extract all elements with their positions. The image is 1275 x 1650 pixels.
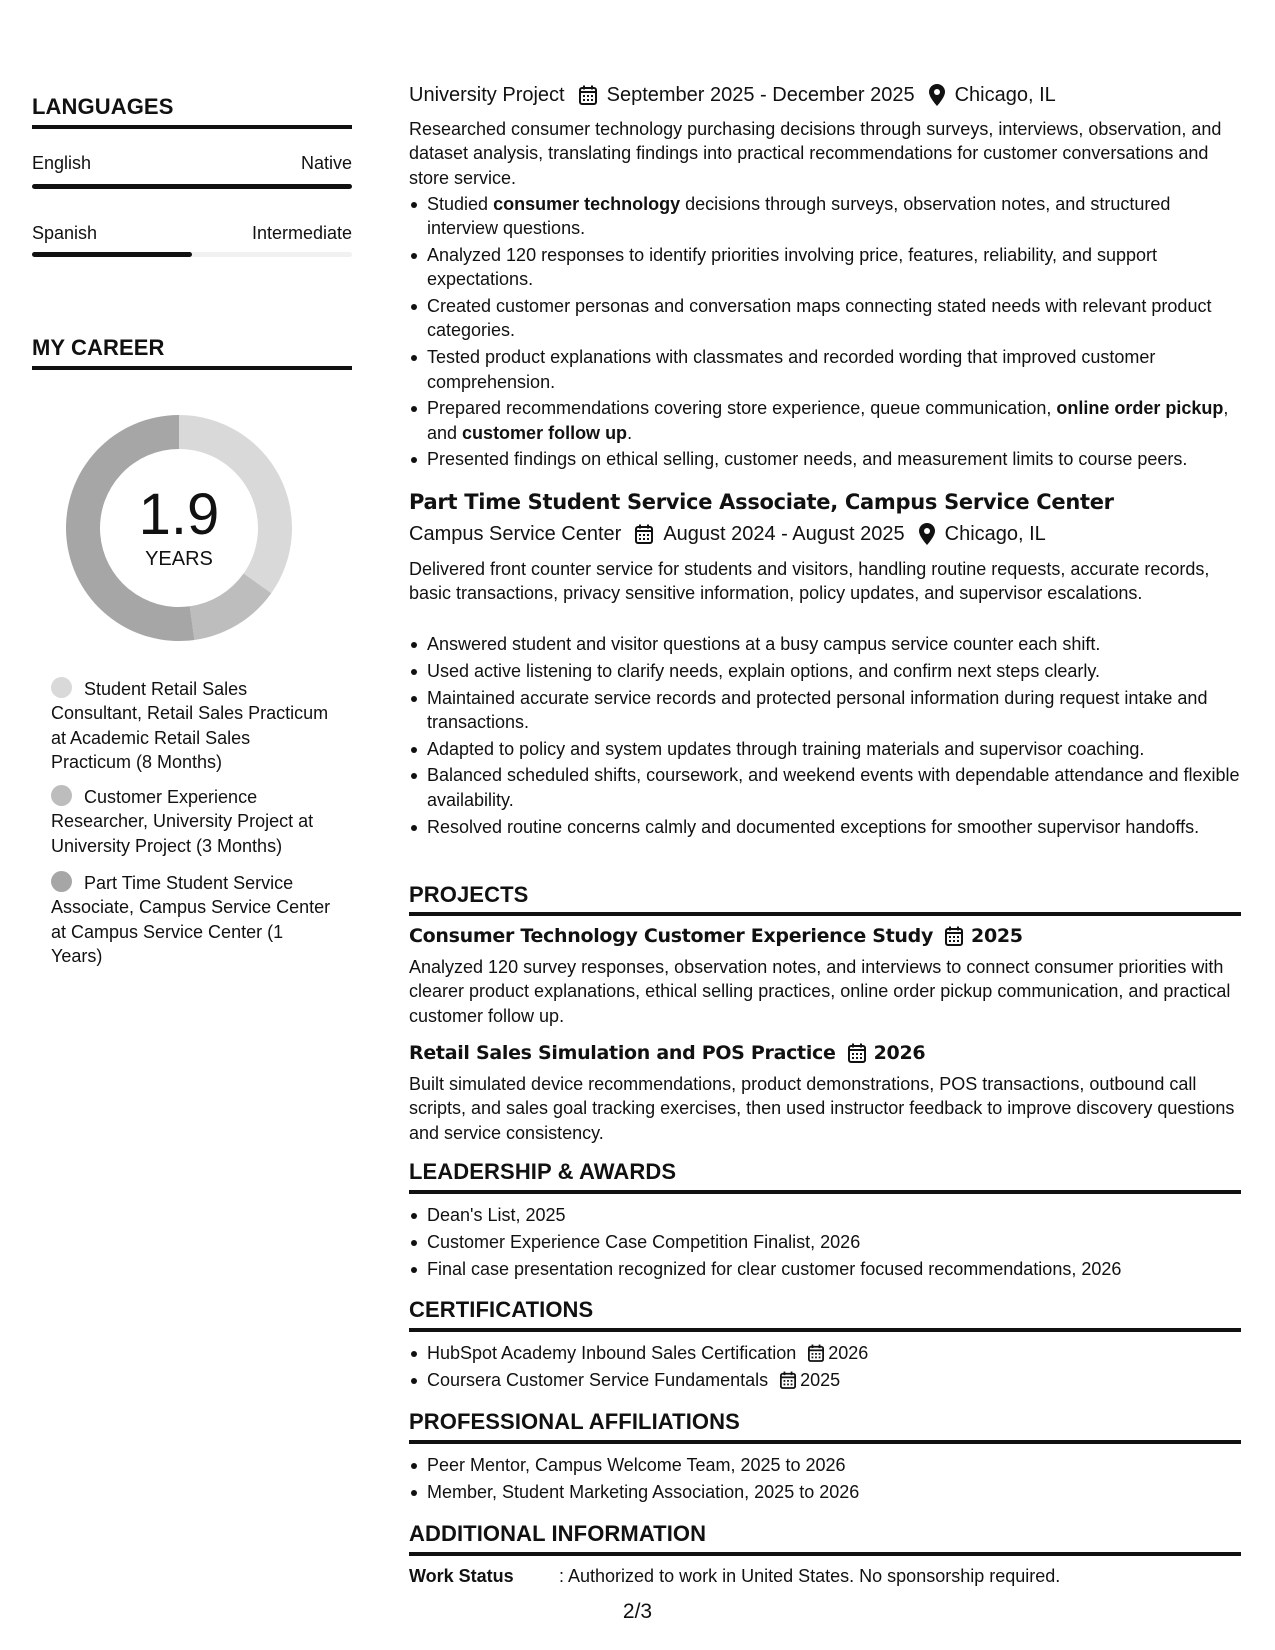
list-item: Used active listening to clarify needs, explain options, and confirm next steps clearly. xyxy=(409,659,1241,683)
calendar-icon xyxy=(635,524,653,544)
list-item: Dean's List, 2025 xyxy=(409,1203,1241,1227)
job-location: Chicago, IL xyxy=(954,84,1056,106)
legend-label: Student Retail Sales Consultant, Retail Sales Practicum at Academic Retail Sales Practicum (8 Months) xyxy=(51,679,329,772)
project-title: Retail Sales Simulation and POS Practice xyxy=(409,1042,836,1064)
list-item: Final case presentation recognized for clear customer focused recommendations, 2026 xyxy=(409,1257,1241,1281)
career-donut-chart xyxy=(66,415,292,641)
certifications-divider xyxy=(409,1328,1241,1332)
project-title-row xyxy=(409,1040,1241,1066)
affiliations-heading: PROFESSIONAL AFFILIATIONS xyxy=(409,1409,740,1434)
languages-heading: LANGUAGES xyxy=(32,94,174,119)
page-number: 2/3 xyxy=(622,1600,653,1623)
affiliations-divider xyxy=(409,1440,1241,1444)
legend-label: Part Time Student Service Associate, Campus Service Center at Campus Service Center (1 Years) xyxy=(51,873,331,966)
projects-heading: PROJECTS xyxy=(409,882,529,907)
career-total-value: 1.9 xyxy=(138,482,220,547)
job-bullets-service xyxy=(409,632,1241,841)
legend-dot xyxy=(51,871,72,892)
project-title-row xyxy=(409,923,1241,949)
language-name: English xyxy=(32,153,92,173)
job-summary: Researched consumer technology purchasing decisions through surveys, interviews, observation, and dataset analysis, translating findings into practical recommendations for customer conversations and store service. xyxy=(409,119,1222,188)
list-item: Adapted to policy and system updates through training materials and supervisor coaching. xyxy=(409,737,1241,761)
leadership-list xyxy=(409,1203,1241,1283)
job-bullets-research xyxy=(409,192,1241,474)
job-dates: September 2025 - December 2025 xyxy=(606,84,915,106)
project-description: Built simulated device recommendations, product demonstrations, POS transactions, outbound call scripts, and sales goal tracking exercises, then used instructor feedback to improve discovery questions and service consistency. xyxy=(409,1074,1235,1143)
career-legend-item xyxy=(51,871,331,968)
language-row-english xyxy=(32,151,352,175)
list-item: Created customer personas and conversation maps connecting stated needs with relevant product categories. xyxy=(409,294,1241,343)
project-title: Consumer Technology Customer Experience Study xyxy=(409,925,934,947)
affiliations-list xyxy=(409,1453,1241,1507)
career-heading: MY CAREER xyxy=(32,335,165,360)
additional-divider xyxy=(409,1552,1241,1556)
legend-label: Customer Experience Researcher, University Project at University Project (3 Months) xyxy=(51,787,314,856)
language-name: Spanish xyxy=(32,223,98,243)
project-description: Analyzed 120 survey responses, observation notes, and interviews to connect consumer priorities with clearer product explanations, ethical selling practices, online order pickup communication, and practical customer follow up. xyxy=(409,957,1231,1026)
location-pin-icon xyxy=(919,523,935,545)
additional-heading: ADDITIONAL INFORMATION xyxy=(409,1521,707,1546)
language-row-spanish xyxy=(32,221,352,245)
career-total-unit: YEARS xyxy=(145,548,213,570)
list-item xyxy=(409,1341,1241,1365)
job-dates: August 2024 - August 2025 xyxy=(663,523,905,545)
list-item: Member, Student Marketing Association, 2025 to 2026 xyxy=(409,1480,1241,1504)
job-organization: Campus Service Center xyxy=(409,523,622,545)
list-item: Answered student and visitor questions at a busy campus service counter each shift. xyxy=(409,632,1241,656)
list-item: Customer Experience Case Competition Finalist, 2026 xyxy=(409,1230,1241,1254)
list-item: Analyzed 120 responses to identify priorities involving price, features, reliability, and support expectations. xyxy=(409,243,1241,292)
job-location: Chicago, IL xyxy=(944,523,1046,545)
work-status-label: Work Status xyxy=(409,1566,514,1586)
language-bar-spanish xyxy=(32,252,352,257)
languages-divider xyxy=(32,125,352,129)
certification-year: 2025 xyxy=(800,1369,841,1390)
legend-dot xyxy=(51,677,72,698)
legend-dot xyxy=(51,785,72,806)
list-item xyxy=(409,1368,1241,1392)
calendar-icon xyxy=(808,1344,824,1362)
list-item: Tested product explanations with classmates and recorded wording that improved customer comprehension. xyxy=(409,345,1241,394)
job-summary: Delivered front counter service for students and visitors, handling routine requests, accurate records, basic transactions, privacy sensitive information, policy updates, and supervisor escalations. xyxy=(409,559,1210,604)
list-item: Studied consumer technology decisions through surveys, observation notes, and structured interview questions. xyxy=(409,192,1241,241)
language-bar-fill xyxy=(32,184,352,189)
job-meta-research xyxy=(409,82,1241,108)
work-status-value: : Authorized to work in United States. No sponsorship required. xyxy=(559,1566,1061,1586)
certification-name: HubSpot Academy Inbound Sales Certification xyxy=(427,1343,797,1363)
calendar-icon xyxy=(780,1371,796,1389)
career-divider xyxy=(32,366,352,370)
list-item: Presented findings on ethical selling, customer needs, and measurement limits to course peers. xyxy=(409,447,1241,471)
project-year: 2025 xyxy=(971,925,1023,947)
leadership-heading: LEADERSHIP & AWARDS xyxy=(409,1159,677,1184)
certifications-list xyxy=(409,1341,1241,1395)
projects-divider xyxy=(409,912,1241,916)
list-item: Balanced scheduled shifts, coursework, and weekend events with dependable attendance and flexible availability. xyxy=(409,763,1241,812)
location-pin-icon xyxy=(929,84,945,106)
certifications-heading: CERTIFICATIONS xyxy=(409,1297,594,1322)
job-meta-service xyxy=(409,521,1241,547)
leadership-divider xyxy=(409,1190,1241,1194)
calendar-icon xyxy=(945,926,963,946)
project-year: 2026 xyxy=(873,1042,926,1064)
job-title: Part Time Student Service Associate, Campus Service Center xyxy=(409,490,1114,514)
language-level: Native xyxy=(300,153,352,173)
work-status-row xyxy=(409,1564,1241,1588)
list-item: Maintained accurate service records and protected personal information during request intake and transactions. xyxy=(409,686,1241,735)
language-level: Intermediate xyxy=(251,223,352,243)
list-item: Peer Mentor, Campus Welcome Team, 2025 to 2026 xyxy=(409,1453,1241,1477)
language-bar-fill xyxy=(32,252,192,257)
career-legend-item xyxy=(51,677,331,774)
list-item: Prepared recommendations covering store experience, queue communication, online order pickup, and customer follow up. xyxy=(409,396,1241,445)
language-bar-english xyxy=(32,184,352,189)
list-item: Resolved routine concerns calmly and documented exceptions for smoother supervisor handoffs. xyxy=(409,815,1241,839)
calendar-icon xyxy=(579,85,597,105)
calendar-icon xyxy=(848,1043,866,1063)
certification-year: 2026 xyxy=(828,1343,869,1363)
career-legend-item xyxy=(51,785,331,858)
certification-name: Coursera Customer Service Fundamentals xyxy=(427,1369,769,1390)
job-organization: University Project xyxy=(409,84,565,106)
